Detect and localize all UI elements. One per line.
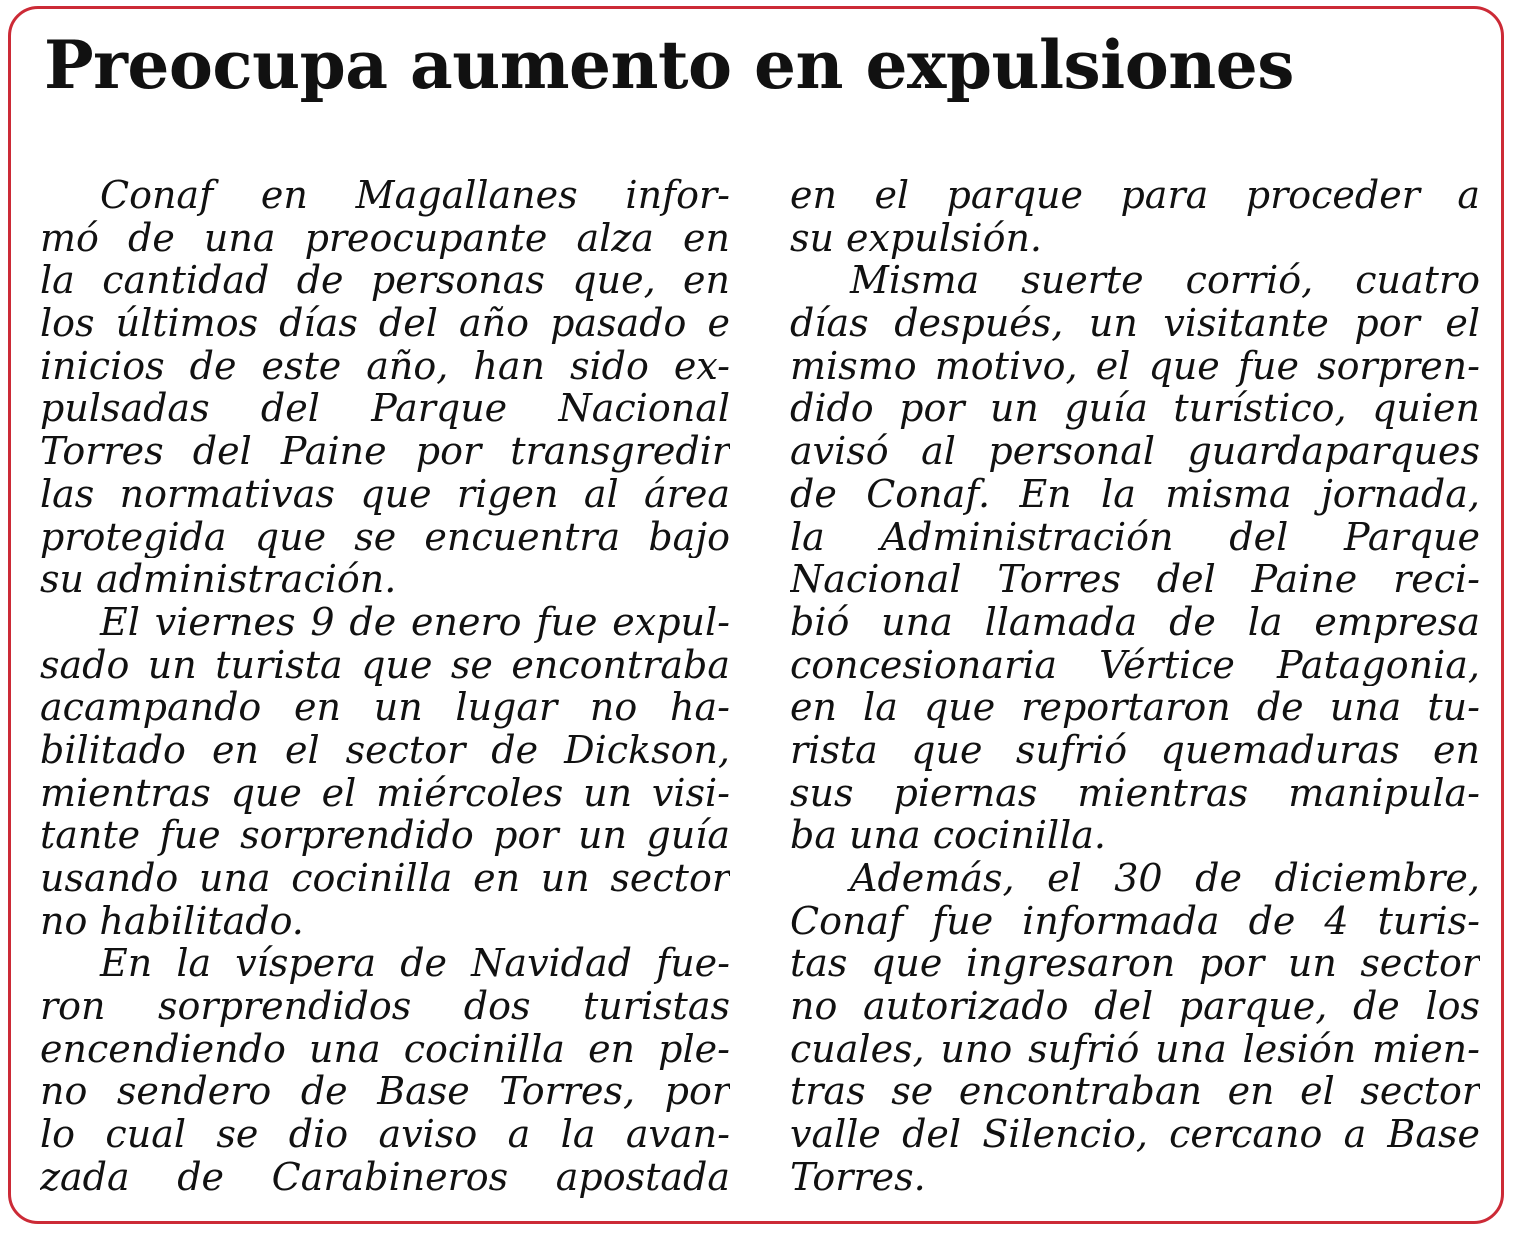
article-column-left (40, 174, 730, 1199)
text-line: Conaf fue informada de 4 turis- (790, 899, 1480, 943)
text-line: ron sorprendidos dos turistas (40, 985, 730, 1028)
headline: Preocupa aumento en expulsiones (44, 26, 1294, 104)
text-line: usando una cocinilla en un sector (40, 857, 730, 900)
text-line: su administración. (40, 558, 397, 601)
text-line: la cantidad de personas que, en (40, 259, 730, 303)
text-line: concesionaria Vértice Patagonia, (790, 643, 1480, 687)
text-line: ba una cocinilla. (790, 814, 1107, 857)
text-line: en el parque para proceder a (790, 174, 1480, 217)
text-line: bilitado en el sector de Dickson, (40, 728, 730, 772)
text-line: de Conaf. En la misma jornada, (790, 472, 1480, 516)
text-line: encendiendo una cocinilla en ple- (40, 1027, 730, 1071)
text-line: mismo motivo, el que fue sorpren- (790, 344, 1480, 388)
text-line: protegida que se encuentra bajo (40, 515, 730, 559)
text-line: mientras que el miércoles un visi- (40, 771, 730, 815)
text-line: las normativas que rigen al área (40, 472, 730, 516)
text-line: tas que ingresaron por un sector (790, 942, 1480, 986)
text-line: rista que sufrió quemaduras en (790, 728, 1480, 772)
text-line: avisó al personal guardaparques (790, 430, 1480, 473)
text-line: no habilitado. (40, 899, 304, 943)
text-line: mó de una preocupante alza en (40, 216, 730, 260)
text-line: valle del Silencio, cercano a Base (790, 1113, 1480, 1156)
text-line: no autorizado del parque, de los (790, 985, 1480, 1028)
text-line: bió una llamada de la empresa (790, 600, 1480, 644)
text-line: dido por un guía turístico, quien (790, 387, 1480, 431)
text-line: su expulsión. (790, 216, 1043, 260)
text-line: Nacional Torres del Paine reci- (790, 558, 1480, 601)
text-line: El viernes 9 de enero fue expul- (100, 600, 730, 644)
text-line: tante fue sorprendido por un guía (40, 814, 730, 857)
text-line: acampando en un lugar no ha- (40, 686, 730, 729)
text-line: tras se encontraban en el sector (790, 1070, 1480, 1114)
text-line: en la que reportaron de una tu- (790, 686, 1480, 729)
text-line: los últimos días del año pasado e (40, 302, 730, 345)
text-line: zada de Carabineros apostada (40, 1155, 730, 1199)
text-line: En la víspera de Navidad fue- (100, 942, 730, 986)
article-column-right (790, 174, 1480, 1199)
text-line: Torres del Paine por transgredir (40, 430, 730, 473)
text-line: pulsadas del Parque Nacional (40, 387, 730, 431)
text-line: la Administración del Parque (790, 515, 1480, 559)
text-line: no sendero de Base Torres, por (40, 1070, 730, 1114)
text-line: Torres. (790, 1155, 926, 1199)
text-line: inicios de este año, han sido ex- (40, 344, 730, 388)
text-line: Además, el 30 de diciembre, (850, 857, 1480, 900)
text-line: sus piernas mientras manipula- (790, 771, 1480, 815)
text-line: Misma suerte corrió, cuatro (850, 259, 1480, 303)
text-line: lo cual se dio aviso a la avan- (40, 1113, 730, 1156)
text-line: Conaf en Magallanes infor- (100, 174, 730, 217)
text-line: días después, un visitante por el (790, 302, 1480, 345)
text-line: cuales, uno sufrió una lesión mien- (790, 1027, 1480, 1071)
text-line: sado un turista que se encontraba (40, 643, 730, 687)
